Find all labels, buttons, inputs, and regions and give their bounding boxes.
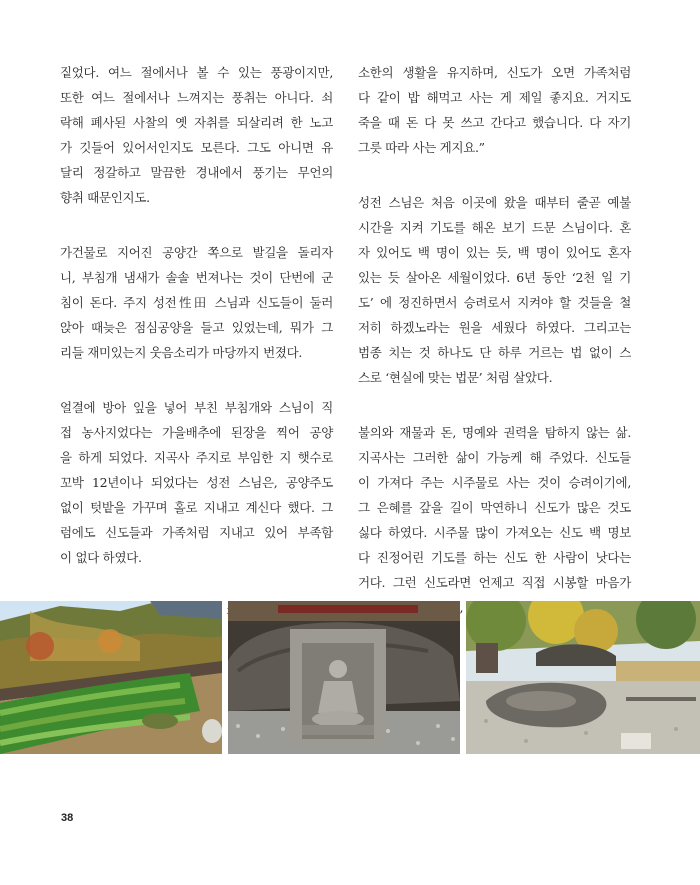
text-line: 죽을 때 돈 다 못 쓰고 간다고 했습니다. 다 자기: [358, 115, 631, 130]
text-line: 소한의 생활을 유지하며, 신도가 오면 가족처럼: [358, 65, 631, 80]
left-column: [60, 60, 333, 655]
right-column: [358, 60, 631, 650]
text-line: 시간을 지켜 기도를 해온 보기 드문 스님이다. 혼: [358, 220, 631, 235]
text-line: 다 진정어린 기도를 하는 신도 한 사람이 낫다는: [358, 550, 631, 565]
text-line: 달리 정갈하고 말끔한 경내에서 풍기는 무언의: [60, 165, 333, 180]
paragraph: [60, 240, 333, 365]
text-line: 가건물로 지어진 공양간 쪽으로 발길을 돌리자: [60, 245, 333, 260]
text-line: 성전 스님은 처음 이곳에 왔을 때부터 줄곧 예불: [358, 195, 631, 210]
text-line: 불의와 재물과 돈, 명예와 권력을 탐하지 않는 삶.: [358, 425, 631, 440]
text-line: 럼에도 신도들과 가족처럼 지내고 있어 부족함: [60, 525, 333, 540]
text-line: 또한 여느 절에서나 느껴지는 풍취는 아니다. 쇠: [60, 90, 333, 105]
photo-buddha-relief: [228, 601, 460, 754]
text-line: 을 하게 되었다. 지곡사 주지로 부임한 지 햇수로: [60, 450, 333, 465]
text-line: 범종 치는 것 하나도 단 하루 거르는 법 없이 스: [358, 345, 631, 360]
paragraph: [358, 420, 631, 620]
text-line: 있는 듯 살아온 세월이었다. 6년 동안 ‘2천 일 기: [358, 270, 631, 285]
text-line: 그릇 따라 사는 게지요.”: [358, 140, 485, 155]
text-line: 꼬박 12년이나 되었다는 성전 스님은, 공양주도: [60, 475, 333, 490]
text-line: 침이 돈다. 주지 성전性田 스님과 신도들이 둘러: [60, 295, 333, 310]
text-line: 가 깃들어 있어서인지도 모른다. 그도 아니면 유: [60, 140, 333, 155]
text-line: 짙었다. 여느 절에서나 볼 수 있는 풍광이지만,: [60, 65, 333, 80]
photo-strip: [0, 601, 700, 754]
text-line: 앉아 때늦은 점심공양을 들고 있었는데, 뭐가 그: [60, 320, 333, 335]
text-line: 접 농사지었다는 가을배추에 된장을 찍어 공양: [60, 425, 333, 440]
text-line: 이 가져다 주는 시주물로 사는 것이 승려이기에,: [358, 475, 631, 490]
paragraph: [60, 60, 333, 210]
text-line: 그 은혜를 갚을 길이 막연하니 신도가 많은 것도: [358, 500, 631, 515]
text-line: 리들 재미있는지 웃음소리가 마당까지 번졌다.: [60, 345, 303, 360]
text-line: 얼결에 방아 잎을 넣어 부친 부침개와 스님이 직: [60, 400, 333, 415]
text-line: 없이 텃밭을 가꾸며 홀로 지내고 계신다 했다. 그: [60, 500, 333, 515]
text-line: 스로 ‘현실에 맞는 법문’ 처럼 살았다.: [358, 370, 553, 385]
paragraph: [358, 190, 631, 390]
page-number: 38: [61, 812, 74, 824]
text-line: 니, 부침개 냄새가 솔솔 번져나는 것이 단번에 군: [60, 270, 333, 285]
text-line: 도’ 에 정진하면서 승려로서 지켜야 할 것들을 철: [358, 295, 631, 310]
photo-temple-garden: [466, 601, 700, 754]
paragraph: [358, 60, 631, 160]
text-line: 다 같이 밥 해먹고 사는 게 제일 좋지요. 거지도: [358, 90, 631, 105]
text-line: 자 있어도 백 명이 있는 듯, 백 명이 있어도 혼자: [358, 245, 631, 260]
text-line: 이 없다 하였다.: [60, 550, 142, 565]
photo-cabbage-field: [0, 601, 222, 754]
text-line: 지곡사는 그러한 삶이 가능케 해 주었다. 신도들: [358, 450, 631, 465]
text-line: 거다. 그런 신도라면 언제고 직접 시봉할 마음가: [358, 575, 631, 590]
paragraph: [60, 395, 333, 570]
text-line: 향취 때문인지도.: [60, 190, 150, 205]
text-line: 저히 하겠노라는 원을 세웠다 하였다. 그리고는: [358, 320, 631, 335]
text-line: 락해 폐사된 사찰의 옛 자취를 되살리려 한 노고: [60, 115, 333, 130]
text-line: 싫다 하였다. 시주물 많이 가져오는 신도 백 명보: [358, 525, 631, 540]
